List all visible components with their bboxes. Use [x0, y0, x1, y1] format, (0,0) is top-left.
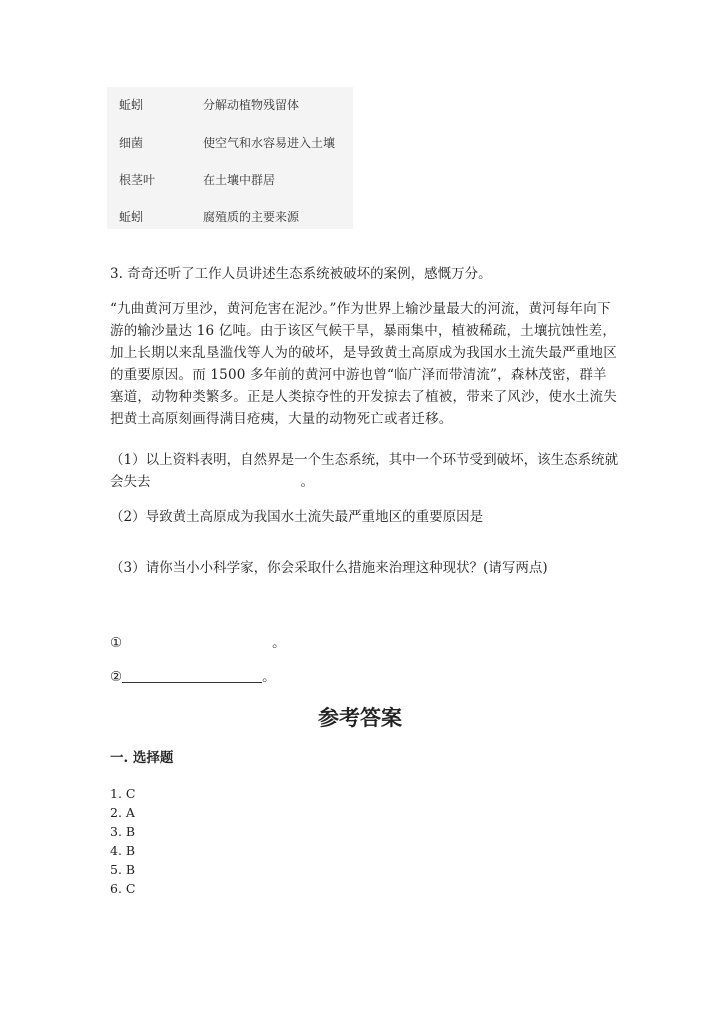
answer-line-2-number: ② — [110, 669, 123, 685]
sub-question-1 — [110, 449, 620, 493]
match-right: 在土壤中群居 — [203, 173, 276, 187]
answer-list — [110, 784, 135, 898]
answer-item: 3. B — [110, 824, 136, 839]
answer-line-1-number: ① — [110, 635, 123, 651]
match-left: 蚯蚓 — [119, 210, 144, 224]
answer-line-2-end: 。 — [262, 669, 276, 685]
answer-line-1 — [110, 632, 620, 654]
sub-question-3: （3）请你当小小科学家，你会采取什么措施来治理这种现状？(请写两点) — [110, 560, 548, 576]
answer-line-1-end: 。 — [272, 635, 286, 651]
answer-line-2 — [110, 666, 620, 688]
answer-item: 1. C — [110, 786, 136, 801]
matching-figure — [107, 87, 353, 229]
match-left: 细菌 — [119, 136, 144, 150]
match-right: 使空气和水容易进入土壤 — [203, 136, 336, 150]
match-left: 根茎叶 — [119, 173, 156, 187]
match-right: 腐殖质的主要来源 — [203, 210, 300, 224]
question-3-intro: 3. 奇奇还听了工作人员讲述生态系统被破坏的案例，感慨万分。 — [110, 266, 492, 282]
answer-item: 4. B — [110, 843, 136, 858]
answer-blank-3[interactable] — [122, 668, 262, 683]
sub-question-2: （2）导致黄土高原成为我国水土流失最严重地区的重要原因是 — [110, 509, 484, 525]
answer-item: 2. A — [110, 805, 135, 820]
answer-item: 5. B — [110, 862, 136, 877]
question-3-passage: “九曲黄河万里沙，黄河危害在泥沙。”作为世界上输沙量最大的河流，黄河每年向下游的输沙量达 16 亿吨。由于该区气候干旱，暴雨集中，植被稀疏，土壤抗蚀性差，加上长期以来乱垦滥伐等人为的破坏，是导致黄土高原成为我国水土流失最严重地区的重要原因。而 1500 多年前的黄河中游也曾“临广泽而带清流”，森林茂密，群羊塞道，动物种类繁多。正是人类掠夺性的开发掠去了植被，带来了风沙，使水土流失把黄土高原刻画得满目疮痍，大量的动物死亡或者迁移。 — [110, 301, 617, 427]
match-right: 分解动植物残留体 — [203, 98, 300, 112]
section-heading: 一. 选择题 — [110, 750, 174, 766]
sub-question-1-text: （1）以上资料表明，自然界是一个生态系统，其中一个环节受到破坏，该生态系统就会失去 — [110, 452, 619, 490]
answer-key-title: 参考答案 — [318, 705, 402, 730]
sub-question-1-end: 。 — [300, 474, 314, 490]
answer-item: 6. C — [110, 881, 136, 896]
match-left: 蚯蚓 — [119, 98, 144, 112]
